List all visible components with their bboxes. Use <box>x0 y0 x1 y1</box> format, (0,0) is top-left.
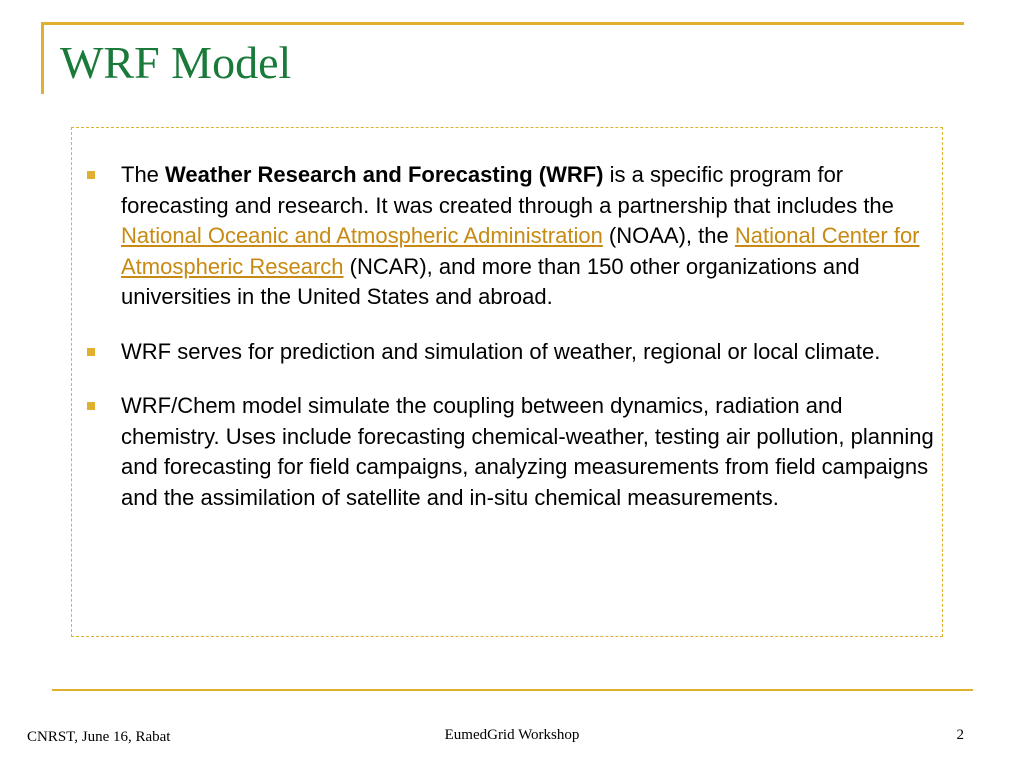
square-bullet-icon <box>87 348 95 356</box>
slide-title: WRF Model <box>60 37 292 88</box>
square-bullet-icon <box>87 402 95 410</box>
footer-event-date: CNRST, June 16, Rabat <box>27 729 171 745</box>
bullet-body-text: (NCAR), and more than 150 other organizations and universities in the United States and abroad. <box>121 253 860 309</box>
ncar-link[interactable]: National Center for Atmospheric Research <box>121 223 920 279</box>
footer-divider <box>52 689 973 691</box>
bullet-item-wrf-usage <box>87 337 937 368</box>
footer-workshop-name: EumedGrid Workshop <box>444 727 580 743</box>
bullet-body-text: WRF/Chem model simulate the coupling between dynamics, radiation and chemistry. Uses include forecasting chemical-weather, testing air pollution, planning and forecasting for field campaigns, analyzing measurements from field campaigns and the assimilation of satellite and in-situ chemical measurements. <box>121 393 934 510</box>
bullet-list <box>87 160 937 537</box>
bullet-body-text: (NOAA), the <box>602 223 735 248</box>
bullet-body-text: is a specific program for forecasting and research. It was created through a partnership that includes the <box>121 162 894 218</box>
bullet-item-wrf-chem <box>87 391 937 513</box>
page-number: 2 <box>956 727 964 743</box>
bullet-bold-term: Weather Research and Forecasting (WRF) <box>165 162 604 187</box>
square-bullet-icon <box>87 171 95 179</box>
bullet-intro-text: The <box>121 162 166 187</box>
title-accent-vertical-bar <box>41 22 44 94</box>
bullet-body-text: WRF serves for prediction and simulation of weather, regional or local climate. <box>121 338 881 364</box>
title-accent-horizontal-bar <box>41 22 964 25</box>
noaa-link[interactable]: National Oceanic and Atmospheric Administration <box>121 223 603 248</box>
bullet-item-wrf-definition <box>87 160 937 313</box>
